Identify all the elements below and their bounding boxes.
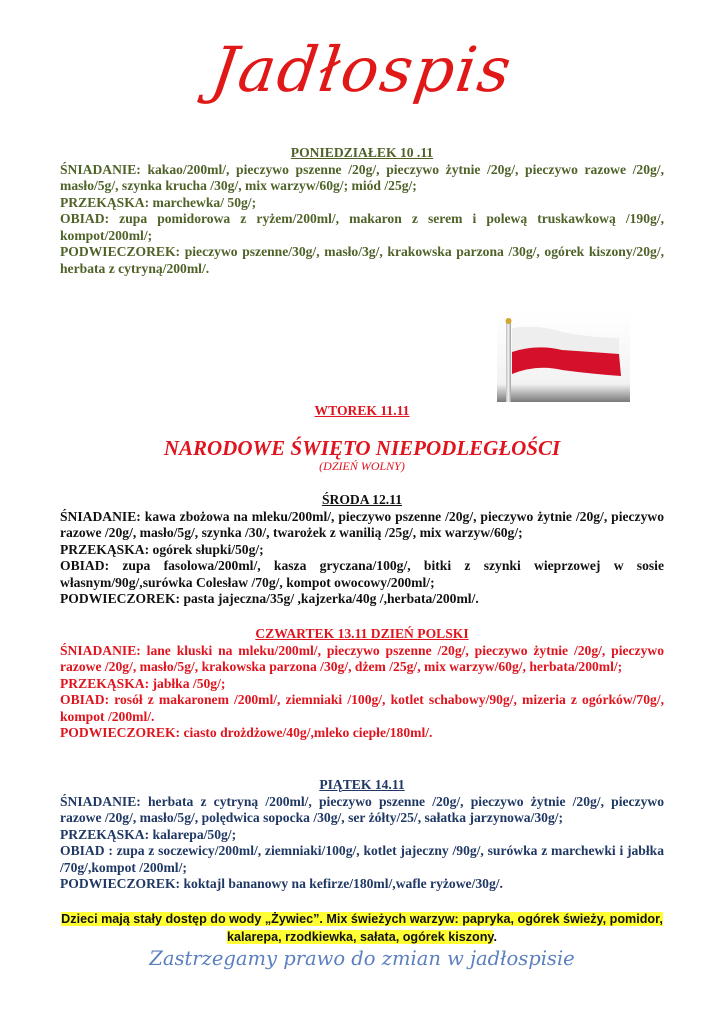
monday-snack: PRZEKĄSKA: marchewka/ 50g/; <box>60 194 257 210</box>
poland-flag-image <box>497 312 630 402</box>
holiday-title: NARODOWE ŚWIĘTO NIEPODLEGŁOŚCI <box>163 436 561 460</box>
wednesday-section <box>60 492 664 608</box>
thursday-afternoon: PODWIECZOREK: ciasto drożdżowe/40g/,mleko ciepłe/180ml/. <box>60 725 433 740</box>
monday-breakfast: ŚNIADANIE: kakao/200ml/, pieczywo pszenne /20g/, pieczywo żytnie /20g/, pieczywo razowe /20g/, masło/5g/, szynka krucha /30g/, mix warzyw/60g/; miód /25g/; <box>60 161 664 193</box>
page-title: Jadłospis <box>206 33 518 106</box>
friday-lunch: OBIAD : zupa z soczewicy/200ml/, ziemniaki/100g/, kotlet jajeczny /90g/, surówka z marchewki i jabłka /70g/,kompot /200ml/; <box>60 843 664 875</box>
wednesday-afternoon: PODWIECZOREK: pasta jajeczna/35g/ ,kajzerka/40g /,herbata/200ml/. <box>60 591 479 606</box>
flag-pole-finial <box>506 318 512 324</box>
monday-section <box>60 145 664 277</box>
flag-pole <box>506 322 511 402</box>
friday-section <box>60 777 664 893</box>
monday-lunch: OBIAD: zupa pomidorowa z ryżem/200ml/, makaron z serem i polewą truskawkową /190g/, kompot/200ml/; <box>60 211 664 243</box>
tuesday-heading: WTOREK 11.11 <box>314 403 410 418</box>
monday-afternoon: PODWIECZOREK: pieczywo pszenne/30g/, masło/3g/, krakowska parzona /30g/, ogórek kiszony/20g/, herbata z cytryną/200ml/. <box>60 244 664 276</box>
friday-afternoon: PODWIECZOREK: koktajl bananowy na kefirze/180ml/,wafle ryżowe/30g/. <box>60 876 503 891</box>
footer-disclaimer: Zastrzegamy prawo do zmian w jadłospisie <box>149 947 575 970</box>
wednesday-heading: ŚRODA 12.11 <box>321 492 403 507</box>
thursday-section <box>60 626 664 742</box>
wednesday-lunch: OBIAD: zupa fasolowa/200ml/, kasza gryczana/100g/, bitki z szynki wieprzowej w sosie własnym/90g/,surówka Colesław /70g/, kompot owocowy/200ml/; <box>60 558 664 590</box>
thursday-breakfast: ŚNIADANIE: lane kluski na mleku/200ml/, pieczywo pszenne /20g/, pieczywo żytnie /20g/, pieczywo razowe /20g/, masło/5g/, krakowska parzona /30g/, dżem /25g/, mix warzyw/60g/, herbata/200ml/; <box>60 642 664 674</box>
friday-breakfast: ŚNIADANIE: herbata z cytryną /200ml/, pieczywo pszenne /20g/, pieczywo żytnie /20g/, pieczywo razowe /20g/, masło/5g/, polędwica sopocka /30g/, ser żółty/25/, sałatka jarzynowa/30g/; <box>60 793 664 825</box>
thursday-snack: PRZEKĄSKA: jabłka /50g/; <box>60 675 226 691</box>
note-period: . <box>493 930 497 944</box>
friday-heading: PIĄTEK 14.11 <box>319 777 405 792</box>
wednesday-breakfast: ŚNIADANIE: kawa zbożowa na mleku/200ml/, pieczywo pszenne /20g/, pieczywo żytnie /20g/, pieczywo razowe /20g/, masło/5g/, szynka /30/, twarożek z wanilią /25g/, mix warzyw/60g/; <box>60 508 664 540</box>
monday-heading: PONIEDZIAŁEK 10 .11 <box>290 145 434 160</box>
thursday-heading: CZWARTEK 13.11 DZIEŃ POLSKI <box>255 626 469 641</box>
wednesday-snack: PRZEKĄSKA: ogórek słupki/50g/; <box>60 541 264 557</box>
highlighted-note-text: Dzieci mają stały dostęp do wody „Żywiec”. Mix świeżych warzyw: papryka, ogórek świeży, pomidor, kalarepa, rzodkiewka, sałata, ogórek kiszony <box>61 912 663 944</box>
water-vegetables-note <box>60 910 664 946</box>
holiday-note: (DZIEŃ WOLNY) <box>319 459 405 473</box>
thursday-lunch: OBIAD: rosół z makaronem /200ml/, ziemniaki /100g/, kotlet schabowy/90g/, mizeria z ogórków/70g/, kompot /200ml/. <box>60 692 664 724</box>
friday-snack: PRZEKĄSKA: kalarepa/50g/; <box>60 826 237 842</box>
